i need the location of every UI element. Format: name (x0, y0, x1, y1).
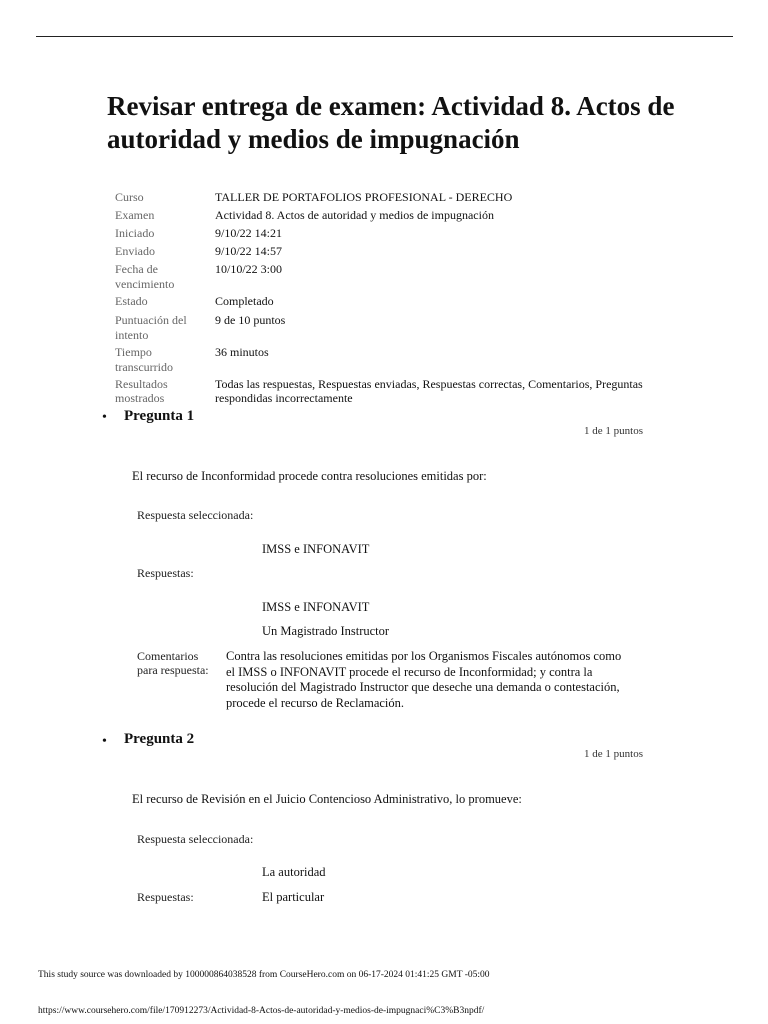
comment-label-1: Comentarios (137, 649, 199, 663)
question-points: 1 de 1 puntos (584, 748, 643, 760)
question-title: Pregunta 2 (124, 731, 195, 747)
answers-label: Respuestas: (137, 890, 194, 904)
info-label-course: Curso (115, 190, 144, 204)
answers-label: Respuestas: (137, 566, 194, 580)
info-label-exam: Examen (115, 208, 155, 222)
question-text: El recurso de Revisión en el Juicio Contencioso Administrativo, lo promueve: (132, 792, 522, 806)
question-text: El recurso de Inconformidad procede contra resoluciones emitidas por: (132, 469, 487, 483)
comment-line: Contra las resoluciones emitidas por los Organismos Fiscales autónomos como (226, 649, 622, 663)
info-label-time-1: Tiempo (115, 345, 152, 359)
info-label-results-1: Resultados (115, 377, 168, 391)
bullet-icon: • (102, 410, 107, 425)
info-value-status: Completado (215, 294, 274, 308)
info-value-sent: 9/10/22 14:57 (215, 244, 283, 258)
bullet-icon: • (102, 734, 107, 749)
comment-line: el IMSS o INFONAVIT procede el recurso de Inconformidad; y contra la (226, 664, 593, 679)
info-value-time: 36 minutos (215, 345, 269, 359)
selected-answer: IMSS e INFONAVIT (262, 542, 370, 556)
comment-text (226, 649, 646, 711)
top-divider (36, 36, 733, 37)
selected-answer-label: Respuesta seleccionada: (137, 508, 254, 522)
comment-label-2: para respuesta: (137, 663, 209, 677)
source-url: https://www.coursehero.com/file/170912273/Actividad-8-Actos-de-autoridad-y-medios-de-impugnaci%C3%B3npdf/ (38, 1006, 485, 1016)
info-value-results-2: respondidas incorrectamente (215, 391, 353, 405)
info-value-due: 10/10/22 3:00 (215, 262, 283, 276)
info-label-sent: Enviado (115, 244, 155, 258)
info-label-score-2: intento (115, 328, 149, 342)
info-value-score: 9 de 10 puntos (215, 313, 286, 327)
comment-line: resolución del Magistrado Instructor que deseche una demanda o contestación, (226, 680, 620, 694)
info-label-due-2: vencimiento (115, 277, 175, 291)
answer-option: El particular (262, 890, 325, 904)
info-value-course: TALLER DE PORTAFOLIOS PROFESIONAL - DERECHO (215, 190, 513, 204)
question-title: Pregunta 1 (124, 408, 195, 424)
info-label-time-2: transcurrido (115, 360, 173, 374)
selected-answer: La autoridad (262, 865, 326, 879)
answer-option: Un Magistrado Instructor (262, 624, 390, 638)
info-value-started: 9/10/22 14:21 (215, 226, 283, 240)
comment-line: procede el recurso de Reclamación. (226, 695, 405, 710)
info-label-results-2: mostrados (115, 391, 165, 405)
info-value-exam: Actividad 8. Actos de autoridad y medios de impugnación (215, 208, 494, 222)
info-label-score-1: Puntuación del (115, 313, 187, 327)
page-title: Revisar entrega de examen: Actividad 8. Actos de autoridad y medios de impugnación (107, 91, 675, 154)
info-label-started: Iniciado (115, 226, 155, 240)
info-label-due-1: Fecha de (115, 262, 158, 276)
question-points: 1 de 1 puntos (584, 425, 643, 437)
selected-answer-label: Respuesta seleccionada: (137, 832, 254, 846)
info-value-results-1: Todas las respuestas, Respuestas enviadas, Respuestas correctas, Comentarios, Preguntas (215, 377, 643, 391)
answer-option: IMSS e INFONAVIT (262, 600, 370, 614)
download-notice: This study source was downloaded by 100000864038528 from CourseHero.com on 06-17-2024 01:41:25 GMT -05:00 (38, 970, 490, 980)
info-label-status: Estado (115, 294, 148, 308)
